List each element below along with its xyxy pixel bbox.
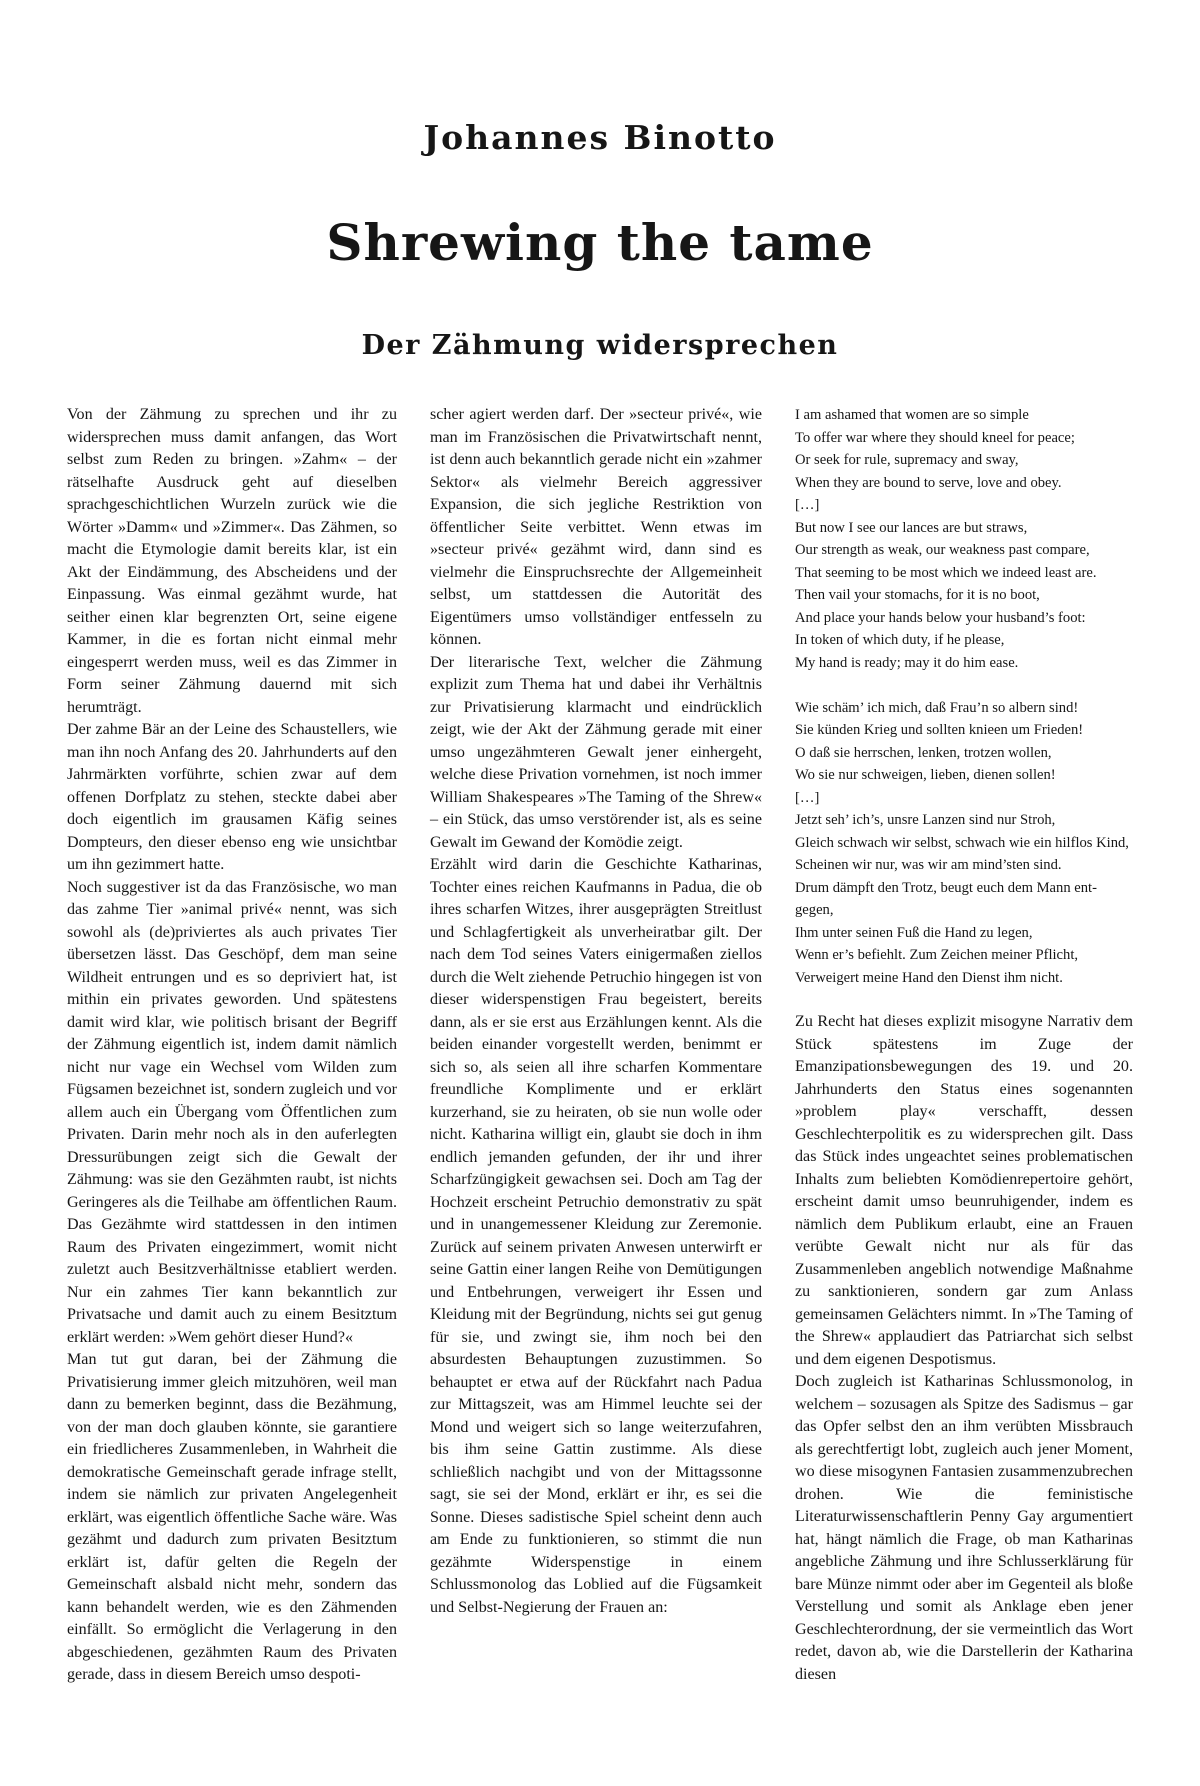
article-subtitle: Der Zähmung widersprechen <box>361 330 839 361</box>
poem-line: Gleich schwach wir selbst, schwach wie ein hilflos Kind, <box>795 834 1129 851</box>
poem-english <box>795 404 1133 674</box>
text-column-1 <box>67 404 397 1687</box>
paragraph: Noch suggestiver ist da das Französische, wo man das zahme Tier »animal privé« nennt, was sich sowohl als (de)priviertes als auch privates Tier übersetzen lässt. Das Geschöpf, dem man seine Wildheit entrungen und es so depriviert hat, ist mithin ein privates geworden. Und spätestens damit wird klar, wie politisch brisant der Begriff der Zähmung eigentlich ist, indem damit nämlich nicht nur vage ein Wechsel vom Wilden zum Fügsamen bezeichnet ist, sondern zugleich und vor allem auch ein Übergang vom Öffentlichen zum Privaten. Darin mehr noch als in den auferlegten Dressurübungen zeigt sich die Gewalt der Zähmung: was sie den Gezähmten raubt, ist nichts Geringeres als die Teilhabe am öffentlichen Raum. Das Gezähmte wird stattdessen in den intimen Raum des Privaten eingezimmert, womit nicht zuletzt auch Besitzverhältnisse etabliert werden. Nur ein zahmes Tier kann bekanntlich zur Privatsache und damit auch zu einem Besitztum erklärt werden: »Wem gehört dieser Hund?« <box>67 878 397 1346</box>
paragraph: Zu Recht hat dieses explizit misogyne Narrativ dem Stück spätestens im Zuge der Emanzipationsbewegungen des 19. und 20. Jahrhunderts den Status eines sogenannten »problem play« verschafft, dessen Geschlechterpolitik es zu widersprechen gilt. Dass das Stück indes ungeachtet seines problematischen Inhalts zum beliebten Komödienrepertoire gehört, erscheint damit umso beunruhigender, indem es nämlich dem Publikum erlaubt, eine an Frauen verübte Gewalt nicht nur als für das Zusammenleben angeblich notwendige Maßnahme zu sanktionieren, sondern gar zum Anlass gemeinsamen Gelächters nimmt. In »The Taming of the Shrew« applaudiert das Patriarchat sich selbst und dem eigenen Despotismus. <box>795 1013 1133 1368</box>
poem-line: To offer war where they should kneel for peace; <box>795 429 1075 446</box>
poem-line: Verweigert meine Hand den Dienst ihm nicht. <box>795 969 1063 986</box>
poem-line: That seeming to be most which we indeed least are. <box>795 564 1097 581</box>
paragraph: Man tut gut daran, bei der Zähmung die Privatisierung immer gleich mitzuhören, weil man dann zu bemerken beginnt, dass die Bezähmung, von der man doch glauben könnte, sie garantiere ein friedlicheres Zusammenleben, in Wahrheit die demokratische Gemeinschaft gerade infrage stellt, indem sie nämlich zur privaten Angelegenheit erklärt, was eigentlich öffentliche Sache wäre. Was gezähmt und dadurch zum privaten Besitztum erklärt ist, dafür gelten die Regeln der Gemeinschaft alsbald nicht mehr, sondern das kann behandelt werden, wie es den Zähmenden einfällt. So ermöglicht die Verlagerung in den abgeschiedenen, gezähmten Raum des Privaten gerade, dass in diesem Bereich umso despoti- <box>67 1351 397 1683</box>
poem-line: Wenn er’s befiehlt. Zum Zeichen meiner Pflicht, <box>795 947 1079 963</box>
poem-line: When they are bound to serve, love and obey. <box>795 474 1062 491</box>
poem-line: But now I see our lances are but straws, <box>795 519 1028 536</box>
text-column-3 <box>795 404 1133 1686</box>
poem-line: Our strength as weak, our weakness past compare, <box>795 542 1090 558</box>
poem-line: […] <box>795 497 820 513</box>
paragraph: scher agiert werden darf. Der »secteur privé«, wie man im Französischen die Privatwirtschaft nennt, ist denn auch bekanntlich gerade nicht ein »zahmer Sektor« als vielmehr Bereich aggressiver Expansion, die sich jegliche Restriktion von öffentlicher Seite verbittet. Wenn etwas im »secteur privé« gezähmt wird, dann sind es vielmehr die Einspruchsrechte der Allgemeinheit selbst, um stattdessen die Autorität des Eigentümers umso vollständiger entfesseln zu können. <box>430 406 762 648</box>
poem-line: Sie künden Krieg und sollten knieen um Frieden! <box>795 722 1084 738</box>
paragraph: Der zahme Bär an der Leine des Schaustellers, wie man ihn noch Anfang des 20. Jahrhunderts auf den Jahrmärkten vorführte, schien zwar auf dem offenen Dorfplatz zu stehen, steckte dabei aber doch eigentlich im grausamen Käfig seines Dompteurs, den dieser ebenso eng wie unsichtbar um ihn gezimmert hatte. <box>67 721 397 873</box>
paragraph: Von der Zähmung zu sprechen und ihr zu widersprechen muss damit anfangen, das Wort selbst zum Reden zu bringen. »Zahm« – der rätselhafte Ausdruck geht auf dieselben sprachgeschichtlichen Wurzeln zurück wie die Wörter »Damm« und »Zimmer«. Das Zähmen, so macht die Etymologie damit bereits klar, ist ein Akt der Eindämmung, des Abscheidens und der Einpassung. Was einmal gezähmt wurde, hat seither einen klar begrenzten Ort, seine eigene Kammer, in die es fortan nicht einmal mehr eingesperrt werden muss, weil es das Zimmer in Form seiner Zähmung dauernd mit sich herumträgt. <box>67 406 397 716</box>
poem-line: O daß sie herrschen, lenken, trotzen wollen, <box>795 744 1052 761</box>
poem-line: Scheinen wir nur, was wir am mind’sten sind. <box>795 857 1062 873</box>
poem-line: I am ashamed that women are so simple <box>795 407 1029 423</box>
poem-line: Drum dämpft den Trotz, beugt euch dem Mann ent- <box>795 879 1097 896</box>
text-column-2 <box>430 404 762 1619</box>
poem-line: […] <box>795 789 820 806</box>
poem-line: And place your hands below your husband’s foot: <box>795 609 1086 626</box>
poem-line: Wo sie nur schweigen, lieben, dienen sollen! <box>795 767 1056 783</box>
poem-line: My hand is ready; may it do him ease. <box>795 654 1019 671</box>
poem-line: gegen, <box>795 902 834 918</box>
paragraph: Der literarische Text, welcher die Zähmung explizit zum Thema hat und dabei ihr Verhältnis zur Privatisierung klarmacht und eindrücklich zeigt, wie der Akt der Zähmung gerade mit einer umso ungezähmteren Gewalt jener einhergeht, welche diese Privation vornehmen, ist noch immer William Shakespeares »The Taming of the Shrew« – ein Stück, das umso verstörender ist, als es seine Gewalt im Gewand der Komödie zeigt. <box>430 653 762 851</box>
stanza-gap <box>795 674 1133 697</box>
paragraph: Doch zugleich ist Katharinas Schlussmonolog, in welchem – sozusagen als Spitze des Sadismus – gar das Opfer selbst den an ihm verübten Missbrauch als gerechtfertigt lobt, zugleich auch jener Moment, wo diese misogynen Fantasien zusammenzubrechen drohen. Wie die feministische Literaturwissenschaftlerin Penny Gay argumentiert hat, hängt nämlich die Frage, ob man Katharinas angebliche Zähmung und ihre Schlusserklärung für bare Münze nimmt oder aber im Gegenteil als bloße Verstellung und somit als Anklage eben jener Geschlechterordnung, der sie vermeintlich das Wort redet, davon ab, wie die Darstellerin der Katharina diesen <box>795 1373 1133 1683</box>
poem-line: Or seek for rule, supremacy and sway, <box>795 452 1019 468</box>
section-gap <box>795 989 1133 1011</box>
poem-line: Ihm unter seinen Fuß die Hand zu legen, <box>795 924 1033 941</box>
article-title: Shrewing the tame <box>326 213 874 272</box>
poem-line: Then vail your stomachs, for it is no boot, <box>795 587 1040 603</box>
author-name: Johannes Binotto <box>423 118 777 157</box>
poem-line: Wie schäm’ ich mich, daß Frau’n so albern sind! <box>795 699 1079 716</box>
paragraph: Erzählt wird darin die Geschichte Katharinas, Tochter eines reichen Kaufmanns in Padua, die ob ihres scharfen Witzes, ihrer ausgeprägten Streitlust und Schlagfertigkeit als unverheiratbar gilt. Der nach dem Tod seines Vaters einigermaßen ziellos durch die Welt ziehende Petruchio hingegen ist von dieser widerspenstigen Frau begeistert, bereits dann, als er sie erst aus Erzählungen kennt. Als die beiden einander vorgestellt werden, benimmt er sich so, als seien all ihre scharfen Kommentare freundliche Komplimente und er erklärt kurzerhand, sie zu heiraten, ob sie nun wolle oder nicht. Katharina willigt ein, glaubt sie doch in ihm endlich jemanden gefunden, der ihr und ihrer Scharfzüngigkeit gewachsen sei. Doch am Tag der Hochzeit erscheint Petruchio demonstrativ zu spät und in unangemessener Kleidung zur Zeremonie. Zurück auf seinem privaten Anwesen unterwirft er seine Gattin einer langen Reihe von Demütigungen und Entbehrungen, verweigert ihr Essen und Kleidung mit der Begründung, nichts sei gut genug für sie, und zwingt sie, ihm noch bei den absurdesten Behauptungen zuzustimmen. So behauptet er etwa auf der Rückfahrt nach Padua zur Mittagszeit, was am Himmel leuchte sei der Mond und weigert sich so lange weiterzufahren, bis ihm seine Gattin zustimme. Als diese schließlich nachgibt und von der Mittagssonne sagt, sie sei der Mond, erklärt er ihr, es sei die Sonne. Dieses sadistische Spiel scheint denn auch am Ende zu funktionieren, so stimmt die nun gezähmte Widerspenstige in einem Schlussmonolog das Loblied auf die Fügsamkeit und Selbst-Negierung der Frauen an: <box>430 856 762 1616</box>
poem-line: In token of which duty, if he please, <box>795 632 1005 648</box>
poem-line: Jetzt seh’ ich’s, unsre Lanzen sind nur Stroh, <box>795 812 1056 828</box>
poem-german <box>795 697 1133 990</box>
